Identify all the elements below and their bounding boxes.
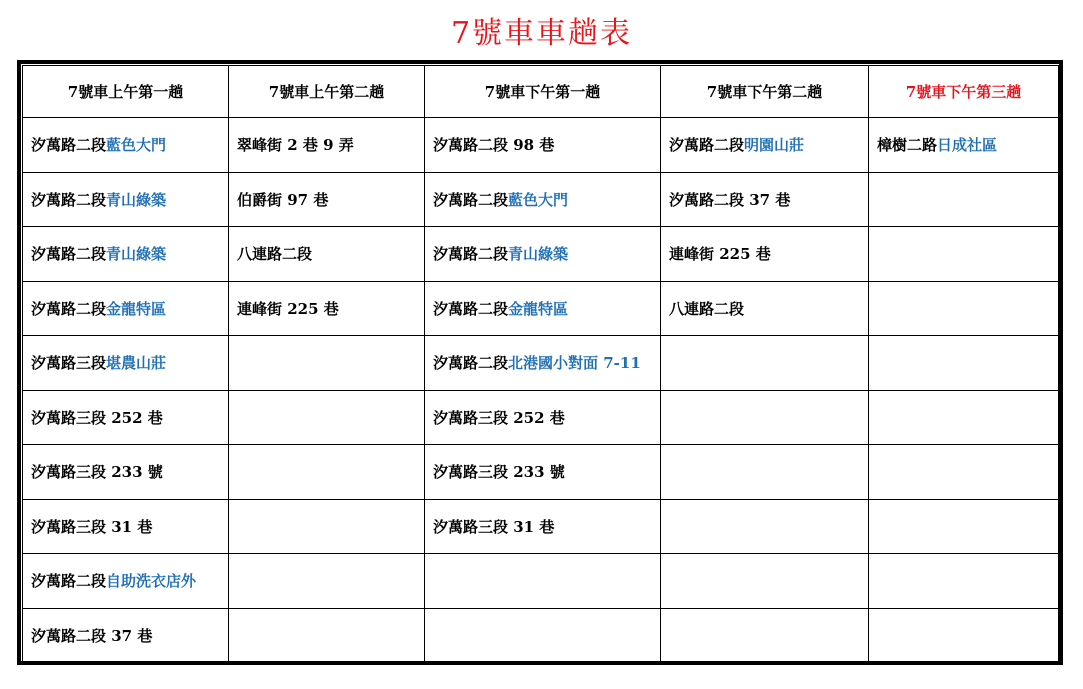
stop-landmark: 自助洗衣店外 [106,572,197,591]
table-row [23,499,1059,554]
stop-cell [425,499,661,554]
stop-cell [869,336,1059,391]
table-row [23,336,1059,391]
stop-cell [425,172,661,227]
stop-cell [869,281,1059,336]
stop-cell [23,445,229,500]
column-header: 7號車下午第三趟 [869,66,1059,118]
stop-landmark: 北港國小對面 7-11 [508,354,641,373]
stop-cell [23,281,229,336]
stop-address: 汐萬路二段 [31,136,107,155]
column-header: 7號車上午第一趟 [23,66,229,118]
stop-address: 汐萬路二段 [433,354,509,373]
stop-cell [661,554,869,609]
stop-landmark: 青山綠築 [106,190,167,209]
stop-cell [23,554,229,609]
stop-cell [661,445,869,500]
stop-address: 汐萬路二段 [433,245,509,264]
stop-cell [869,118,1059,173]
stop-address: 汐萬路二段 98 巷 [433,136,555,155]
schedule-table [22,65,1059,663]
stop-address: 樟樹二路 [877,136,938,155]
stop-address: 汐萬路二段 [31,572,107,591]
stop-cell [869,554,1059,609]
stop-address: 汐萬路二段 [433,190,509,209]
stop-cell [425,281,661,336]
stop-cell [661,608,869,663]
stop-cell [661,227,869,282]
header-row [23,66,1059,118]
stop-address: 汐萬路三段 31 巷 [433,517,555,536]
stop-address: 汐萬路二段 [31,299,107,318]
schedule-table-frame [17,60,1063,665]
table-row [23,608,1059,663]
stop-cell [661,499,869,554]
stop-cell [229,608,425,663]
column-header: 7號車上午第二趟 [229,66,425,118]
stop-cell [23,172,229,227]
stop-cell [229,390,425,445]
stop-cell [661,172,869,227]
stop-cell [661,118,869,173]
stop-landmark: 金龍特區 [106,299,167,318]
stop-landmark: 明園山莊 [744,136,805,155]
table-row [23,281,1059,336]
stop-landmark: 青山綠築 [106,245,167,264]
stop-landmark: 藍色大門 [106,136,167,155]
stop-address: 八連路二段 [669,299,745,318]
stop-cell [425,118,661,173]
stop-cell [23,390,229,445]
stop-cell [425,390,661,445]
stop-cell [229,445,425,500]
stop-address: 汐萬路二段 37 巷 [669,190,791,209]
stop-address: 連峰街 225 巷 [669,245,771,264]
stop-address: 汐萬路二段 [31,190,107,209]
stop-address: 汐萬路三段 31 巷 [31,517,153,536]
column-header: 7號車下午第二趟 [661,66,869,118]
stop-address: 汐萬路二段 [669,136,745,155]
column-header: 7號車下午第一趟 [425,66,661,118]
stop-address: 汐萬路三段 233 號 [433,463,565,482]
stop-landmark: 藍色大門 [508,190,569,209]
stop-cell [425,445,661,500]
stop-address: 連峰街 225 巷 [237,299,339,318]
table-row [23,554,1059,609]
stop-cell [661,336,869,391]
stop-cell [229,336,425,391]
stop-cell [229,172,425,227]
table-row [23,445,1059,500]
stop-address: 八連路二段 [237,245,313,264]
stop-cell [425,227,661,282]
stop-cell [869,172,1059,227]
stop-cell [869,445,1059,500]
stop-address: 汐萬路三段 252 巷 [433,408,565,427]
stop-address: 汐萬路二段 37 巷 [31,626,153,645]
stop-cell [661,390,869,445]
stop-cell [229,499,425,554]
stop-cell [229,554,425,609]
table-row [23,118,1059,173]
stop-address: 伯爵街 97 巷 [237,190,329,209]
stop-cell [23,499,229,554]
stop-address: 汐萬路二段 [31,245,107,264]
stop-cell [229,281,425,336]
stop-landmark: 青山綠築 [508,245,569,264]
stop-address: 汐萬路二段 [433,299,509,318]
table-row [23,227,1059,282]
stop-cell [425,608,661,663]
stop-cell [229,118,425,173]
page-title: 7號車車趟表 [450,16,633,51]
stop-cell [425,554,661,609]
stop-cell [869,227,1059,282]
stop-cell [869,499,1059,554]
stop-address: 汐萬路三段 [31,354,107,373]
table-row [23,390,1059,445]
stop-landmark: 堪農山莊 [106,354,167,373]
stop-landmark: 金龍特區 [508,299,569,318]
stop-cell [425,336,661,391]
stop-cell [661,281,869,336]
stop-cell [23,336,229,391]
stop-address: 汐萬路三段 252 巷 [31,408,163,427]
stop-address: 汐萬路三段 233 號 [31,463,163,482]
stop-landmark: 日成社區 [937,136,998,155]
stop-cell [229,227,425,282]
stop-cell [23,227,229,282]
stop-cell [869,390,1059,445]
stop-cell [869,608,1059,663]
stop-address: 翠峰街 2 巷 9 弄 [237,136,354,155]
stop-cell [23,118,229,173]
table-row [23,172,1059,227]
stop-cell [23,608,229,663]
